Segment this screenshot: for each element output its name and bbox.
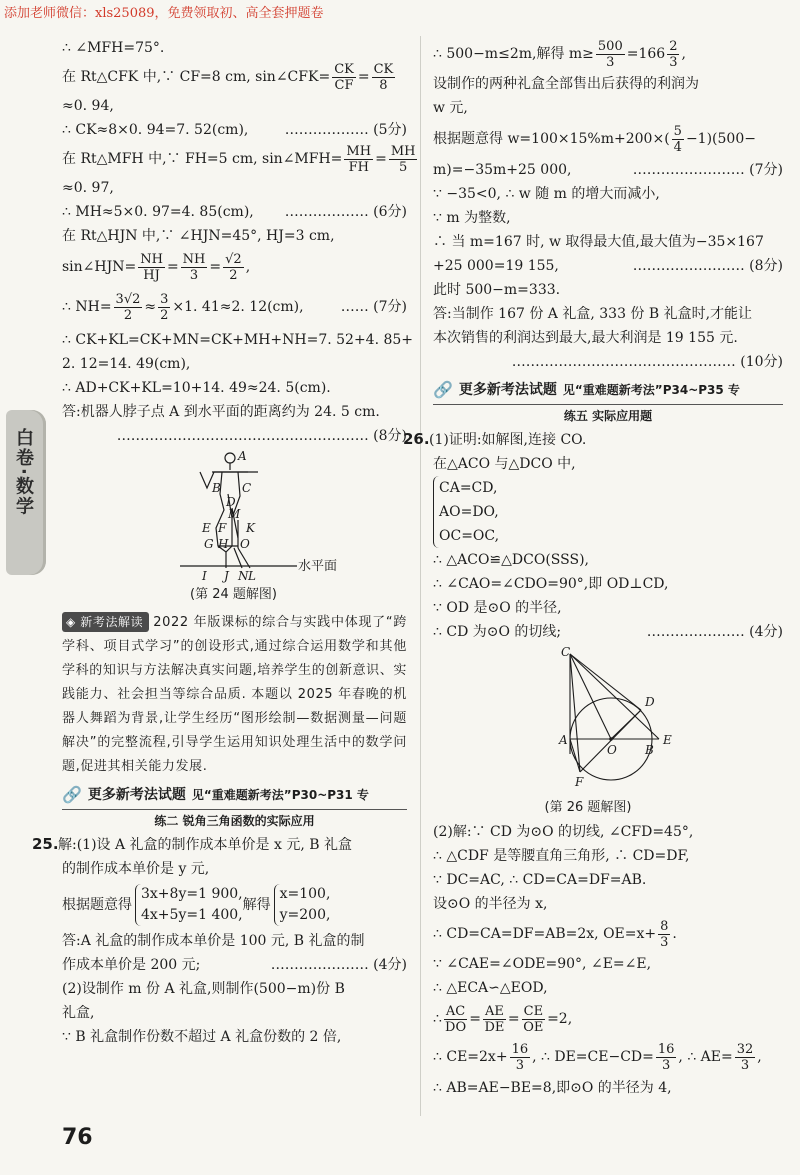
score-mark: …… (7分) [340, 299, 407, 315]
fig26-label-F: F [575, 775, 584, 789]
fraction: $\frac{CE}{OE}$ [523, 1003, 544, 1035]
text-line: ∴ △ACO≌△DCO(SSS), [433, 552, 589, 568]
page-number: 76 [62, 1125, 93, 1150]
fig24-label-B: B [212, 481, 221, 495]
fraction: $\frac{16}{3}$ [657, 1041, 675, 1073]
fraction: $\frac{MH}{5}$ [390, 143, 416, 175]
fraction: $\frac{16}{3}$ [511, 1041, 529, 1073]
fig26-label-D: D [645, 695, 655, 709]
left-column [32, 36, 416, 1049]
fig24-label-I: I [202, 569, 207, 583]
fig26-label-C: C [561, 645, 571, 659]
score-mark: …………………… (8分) [632, 258, 783, 274]
text-line: (2)设制作 m 份 A 礼盒,则制作(500−m)份 B [62, 981, 345, 997]
fraction: $\frac{3}{2}$ [160, 291, 169, 323]
fig24-ground-label: 水平面 [298, 559, 338, 574]
text-line: ∴ △ECA∽△EOD, [433, 980, 548, 996]
text-line: ∴ 当 m=167 时, w 取得最大值,最大值为−35×167 [433, 234, 764, 250]
text-line: ∵ ∠CAE=∠ODE=90°, ∠E=∠E, [433, 956, 652, 972]
equation-system: 3x+8y=1 900, 4x+5y=1 400, [135, 884, 243, 926]
fig26-label-B: B [645, 743, 654, 757]
text-line: ∴ ∠CAO=∠CDO=90°,即 OD⊥CD, [433, 576, 669, 592]
text-line: ∴ ∠MFH=75°. [62, 40, 165, 56]
section-subtitle: 练五 实际应用题 [563, 409, 653, 423]
text-line: 本次销售的利润达到最大,最大利润是 19 155 元. [433, 330, 738, 346]
text-line: 答:当制作 167 份 A 礼盒, 333 份 B 礼盒时,才能让 [433, 306, 753, 322]
text-line: 答:机器人脖子点 A 到水平面的距离约为 24. 5 cm. [62, 404, 380, 420]
fig24-label-J: J [224, 569, 229, 583]
score-mark: …………………… (7分) [632, 162, 783, 178]
score-mark: ………………… (4分) [646, 624, 783, 640]
fig24-label-D: D [226, 495, 236, 509]
text-line: 设制作的两种礼盒全部售出后获得的利润为 [433, 76, 699, 92]
fig24-label-C: C [242, 481, 252, 495]
link-icon: 🔗 [62, 785, 82, 804]
text-line: ≈0. 94, [62, 98, 114, 114]
text-line: ∴ CE=2x+ $\frac{16}{3}$ , ∴ DE=CE−CD= $\frac{16}{3}$ , ∴ AE= $\frac{32}{3}$ , [433, 1041, 762, 1073]
text-line: ∵ −35<0, ∴ w 随 m 的增大而减小, [433, 186, 660, 202]
check-icon: ◈ [66, 615, 81, 629]
link-icon: 🔗 [433, 380, 453, 399]
text-line: ∵ m 为整数, [433, 210, 511, 226]
text-line: 设⊙O 的半径为 x, [433, 896, 548, 912]
text-line: 的制作成本单价是 y 元, [62, 861, 210, 877]
question-number: 26. [403, 430, 430, 448]
text-line: ∴ NH= $\frac{3√2}{2}$ ≈ $\frac{3}{2}$ ×1. 41≈2. 12(cm), …… (7分) [62, 286, 407, 328]
fraction: $\frac{2}{3}$ [669, 38, 678, 70]
text-line: 25.解:(1)设 A 礼盒的制作成本单价是 x 元, B 礼盒 [62, 832, 407, 857]
text-line: ∴ CD 为⊙O 的切线; ………………… (4分) [433, 620, 783, 644]
text-line: 答:A 礼盒的制作成本单价是 100 元, B 礼盒的制 [62, 933, 365, 949]
text-line: 在 Rt△MFH 中,∵ FH=5 cm, sin∠MFH= $\frac{MH}{FH}$ = $\frac{MH}{5}$ [62, 143, 416, 175]
figure-24 [62, 448, 407, 603]
fig26-caption: (第 26 题解图) [544, 800, 632, 815]
watermark-text: 添加老师微信：xls25089，免费领取初、高全套押题卷 [4, 6, 324, 21]
score-mark: ………………… (4分) [270, 957, 407, 973]
fig24-label-G: G [204, 537, 214, 551]
text-line: ∴ 500−m≤2m,解得 m≥ $\frac{500}{3}$ =166 $\frac{2}{3}$ , [433, 38, 686, 70]
text-line: w 元, [433, 100, 468, 116]
score-mark: ………………………………………… (10分) [511, 354, 783, 370]
text-line: ∴ MH≈5×0. 97=4. 85(cm), ……………… (6分) [62, 200, 407, 224]
fig24-caption: (第 24 题解图) [190, 587, 277, 602]
text-line: ∴ AB=AE−BE=8,即⊙O 的半径为 4, [433, 1080, 672, 1096]
text-line: ∴ △CDF 是等腰直角三角形, ∴ CD=DF, [433, 848, 690, 864]
text-line: m)=−35m+25 000, …………………… (7分) [433, 158, 783, 182]
text-line: 2. 12=14. 49(cm), [62, 356, 191, 372]
text-line: ∴ $\frac{AC}{DO}$ = $\frac{AE}{DE}$ = $\frac{CE}{OE}$ =2, [433, 1003, 573, 1035]
text-line: (2)解:∵ CD 为⊙O 的切线, ∠CFD=45°, [433, 824, 694, 840]
fraction: $\frac{8}{3}$ [660, 918, 669, 950]
fraction: $\frac{32}{3}$ [736, 1041, 754, 1073]
fraction: $\frac{MH}{FH}$ [346, 143, 372, 175]
equation-system: CA=CD, AO=DO, OC=OC, [433, 476, 499, 548]
fraction: $\frac{NH}{3}$ [182, 251, 206, 283]
text-line: 在 Rt△CFK 中,∵ CF=8 cm, sin∠CFK= $\frac{CK}{CF}$ = $\frac{CK}{8}$ [62, 61, 394, 93]
fraction: $\frac{CK}{CF}$ [334, 61, 354, 93]
fig24-label-H: H [218, 537, 229, 551]
fraction: $\frac{√2}{2}$ [225, 251, 242, 283]
text-line: 26.(1)证明:如解图,连接 CO. [433, 427, 783, 452]
text-line: 根据题意得 w=100×15%m+200×( $\frac{5}{4}$ −1)(500− [433, 123, 756, 155]
fig24-label-A: A [238, 449, 247, 463]
text-line: ≈0. 97, [62, 180, 114, 196]
text-line: 作成本单价是 200 元; ………………… (4分) [62, 953, 407, 977]
fraction: $\frac{NH}{HJ}$ [140, 251, 163, 283]
text-line: ∴ CD=CA=DF=AB=2x, OE=x+ $\frac{8}{3}$ . [433, 918, 677, 950]
text-line: 根据题意得 3x+8y=1 900, 4x+5y=1 400, 解得 x=100, y=200, [62, 881, 407, 929]
fig24-label-K: K [246, 521, 255, 535]
fraction: $\frac{5}{4}$ [673, 123, 682, 155]
text-line: +25 000=19 155, …………………… (8分) [433, 254, 783, 278]
text-line: sin∠HJN= $\frac{NH}{HJ}$ = $\frac{NH}{3}$ = $\frac{√2}{2}$ , [62, 251, 251, 283]
fig26-label-E: E [663, 733, 672, 747]
text-line: 此时 500−m=333. [433, 282, 561, 298]
fig24-label-L: L [248, 569, 256, 583]
text-line: ∵ OD 是⊙O 的半径, [433, 600, 562, 616]
fig24-label-F: F [218, 521, 227, 535]
text-line: 在 Rt△HJN 中,∵ ∠HJN=45°, HJ=3 cm, [62, 228, 335, 244]
equation-system: x=100, y=200, [274, 884, 331, 926]
score-mark: ……………………………………………… (8分) [116, 428, 407, 444]
column-divider [420, 36, 421, 1116]
fig24-label-N: N [238, 569, 249, 583]
fig24-label-E: E [202, 521, 211, 535]
fig26-label-O: O [607, 743, 617, 757]
new-method-interpretation: ◈ 新考法解读 2022 年版课标的综合与实践中体现了“跨学科、项目式学习”的创设形式,通过综合运用数学和其他学科的知识与方法解决真实问题,培养学生的创新意识、实践能力、社会担当等综合品质. 本题以 2025 年春晚的机器人舞蹈为背景,让学生经历“图形绘制—数据测量—问题解决”的完整流程,引导学生运用知识处理生活中的数学问题,促进其相关能力发展. [62, 611, 407, 779]
text-line: 礼盒, [62, 1005, 95, 1021]
fraction: $\frac{AC}{DO}$ [445, 1003, 467, 1035]
fig26-label-A: A [559, 733, 568, 747]
side-tab [6, 410, 46, 575]
text-line: ∴ AD+CK+KL=10+14. 49≈24. 5(cm). [62, 380, 331, 396]
fraction: $\frac{AE}{DE}$ [484, 1003, 505, 1035]
fig24-label-O: O [240, 537, 250, 551]
section-header: 🔗 更多新考法试题 见“重难题新考法”P30~P31 专 [62, 783, 407, 807]
text-line: 在△ACO 与△DCO 中, [433, 456, 576, 472]
score-mark: ……………… (6分) [284, 204, 407, 220]
text-line: ∵ DC=AC, ∴ CD=CA=DF=AB. [433, 872, 647, 888]
section-header: 🔗 更多新考法试题 见“重难题新考法”P34~P35 专 [433, 378, 783, 402]
text-line: ∴ CK+KL=CK+MN=CK+MH+NH=7. 52+4. 85+ [62, 332, 414, 348]
fraction: $\frac{500}{3}$ [597, 38, 623, 70]
score-mark: ……………… (5分) [284, 122, 407, 138]
figure-26 [433, 644, 783, 794]
fraction: $\frac{3√2}{2}$ [115, 291, 141, 323]
side-tab-label: 白卷·数学 [13, 428, 34, 517]
text-line: ∴ CK≈8×0. 94=7. 52(cm), ……………… (5分) [62, 118, 407, 142]
interpretation-badge: ◈ 新考法解读 [62, 612, 149, 632]
fig24-label-M: M [228, 507, 241, 521]
question-number: 25. [32, 835, 59, 853]
text-line: ∵ B 礼盒制作份数不超过 A 礼盒份数的 2 倍, [62, 1029, 342, 1045]
section-subtitle: 练二 锐角三角函数的实际应用 [154, 814, 315, 828]
fraction: $\frac{CK}{8}$ [373, 61, 394, 93]
